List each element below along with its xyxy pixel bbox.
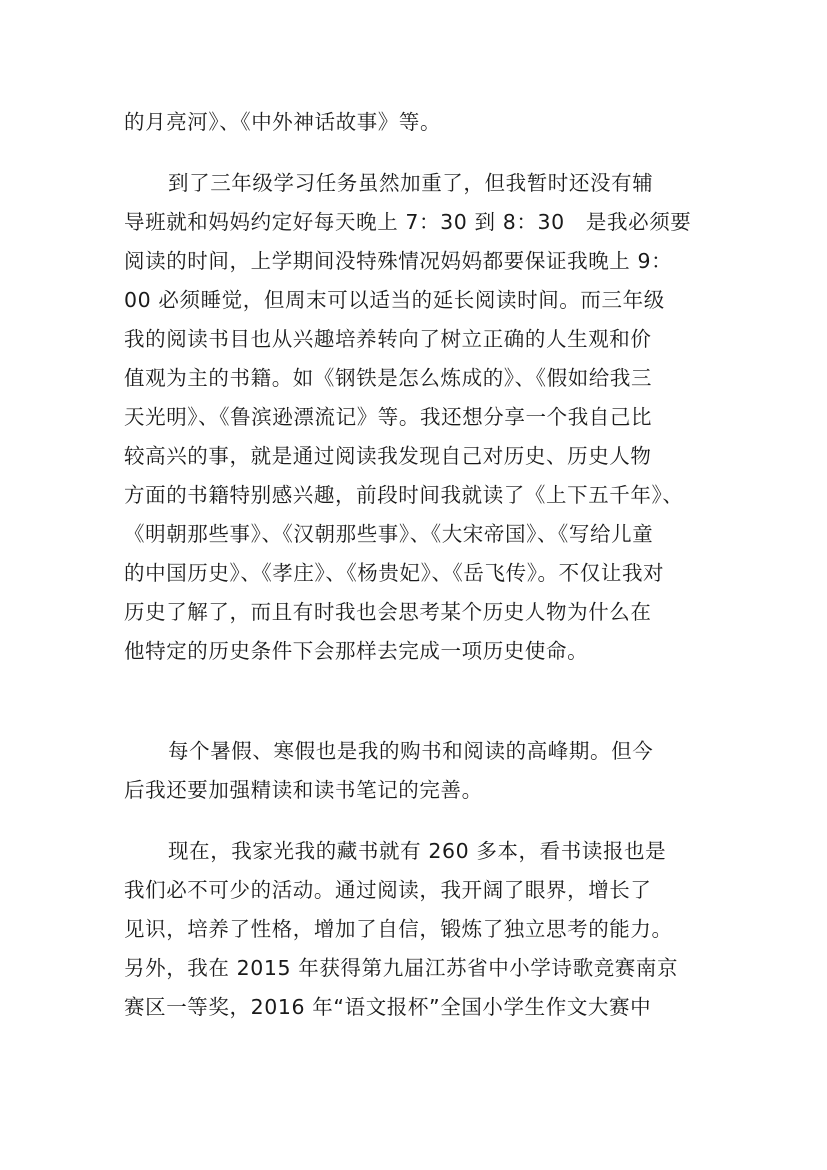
text-line: 的月亮河》、《中外神话故事》等。 — [124, 110, 442, 134]
text-line: 每个暑假、寒假也是我的购书和阅读的高峰期。但今 — [168, 739, 654, 763]
text-line: 值观为主的书籍。如《钢铁是怎么炼成的》、《假如给我三 — [124, 366, 653, 390]
text-line: 的中国历史》、《孝庄》、《杨贵妃》、《岳飞传》。不仅让我对 — [124, 561, 665, 585]
text-line: 天光明》、《鲁滨逊漂流记》等。我还想分享一个我自己比 — [124, 405, 653, 429]
text-line: 阅读的时间，上学期间没特殊情况妈妈都要保证我晚上 9： — [124, 249, 673, 273]
text-line: 较高兴的事，就是通过阅读我发现自己对历史、历史人物 — [124, 444, 652, 468]
text-line: 另外，我在 2015 年获得第九届江苏省中小学诗歌竞赛南京 — [124, 956, 679, 980]
text-line: 赛区一等奖，2016 年“语文报杯”全国小学生作文大赛中 — [124, 995, 652, 1019]
text-line: 我的阅读书目也从兴趣培养转向了树立正确的人生观和价 — [124, 327, 652, 351]
text-line: 到了三年级学习任务虽然加重了，但我暂时还没有辅 — [168, 171, 654, 195]
text-line: 他特定的历史条件下会那样去完成一项历史使命。 — [124, 639, 589, 663]
text-line: 我们必不可少的活动。通过阅读，我开阔了眼界，增长了 — [124, 878, 652, 902]
text-line: 《明朝那些事》、《汉朝那些事》、《大宋帝国》、《写给儿童 — [124, 522, 654, 546]
text-line: 导班就和妈妈约定好每天晚上 7：30 到 8：30 是我必须要 — [124, 210, 692, 234]
text-line: 00 必须睡觉，但周末可以适当的延长阅读时间。而三年级 — [124, 288, 665, 312]
text-line: 见识，培养了性格，增加了自信，锻炼了独立思考的能力。 — [124, 917, 673, 941]
text-line: 历史了解了，而且有时我也会思考某个历史人物为什么在 — [124, 600, 652, 624]
text-line: 后我还要加强精读和读书笔记的完善。 — [124, 778, 483, 802]
text-line: 方面的书籍特别感兴趣，前段时间我就读了《上下五千年》、 — [124, 483, 684, 507]
text-line: 现在，我家光我的藏书就有 260 多本，看书读报也是 — [168, 839, 667, 863]
